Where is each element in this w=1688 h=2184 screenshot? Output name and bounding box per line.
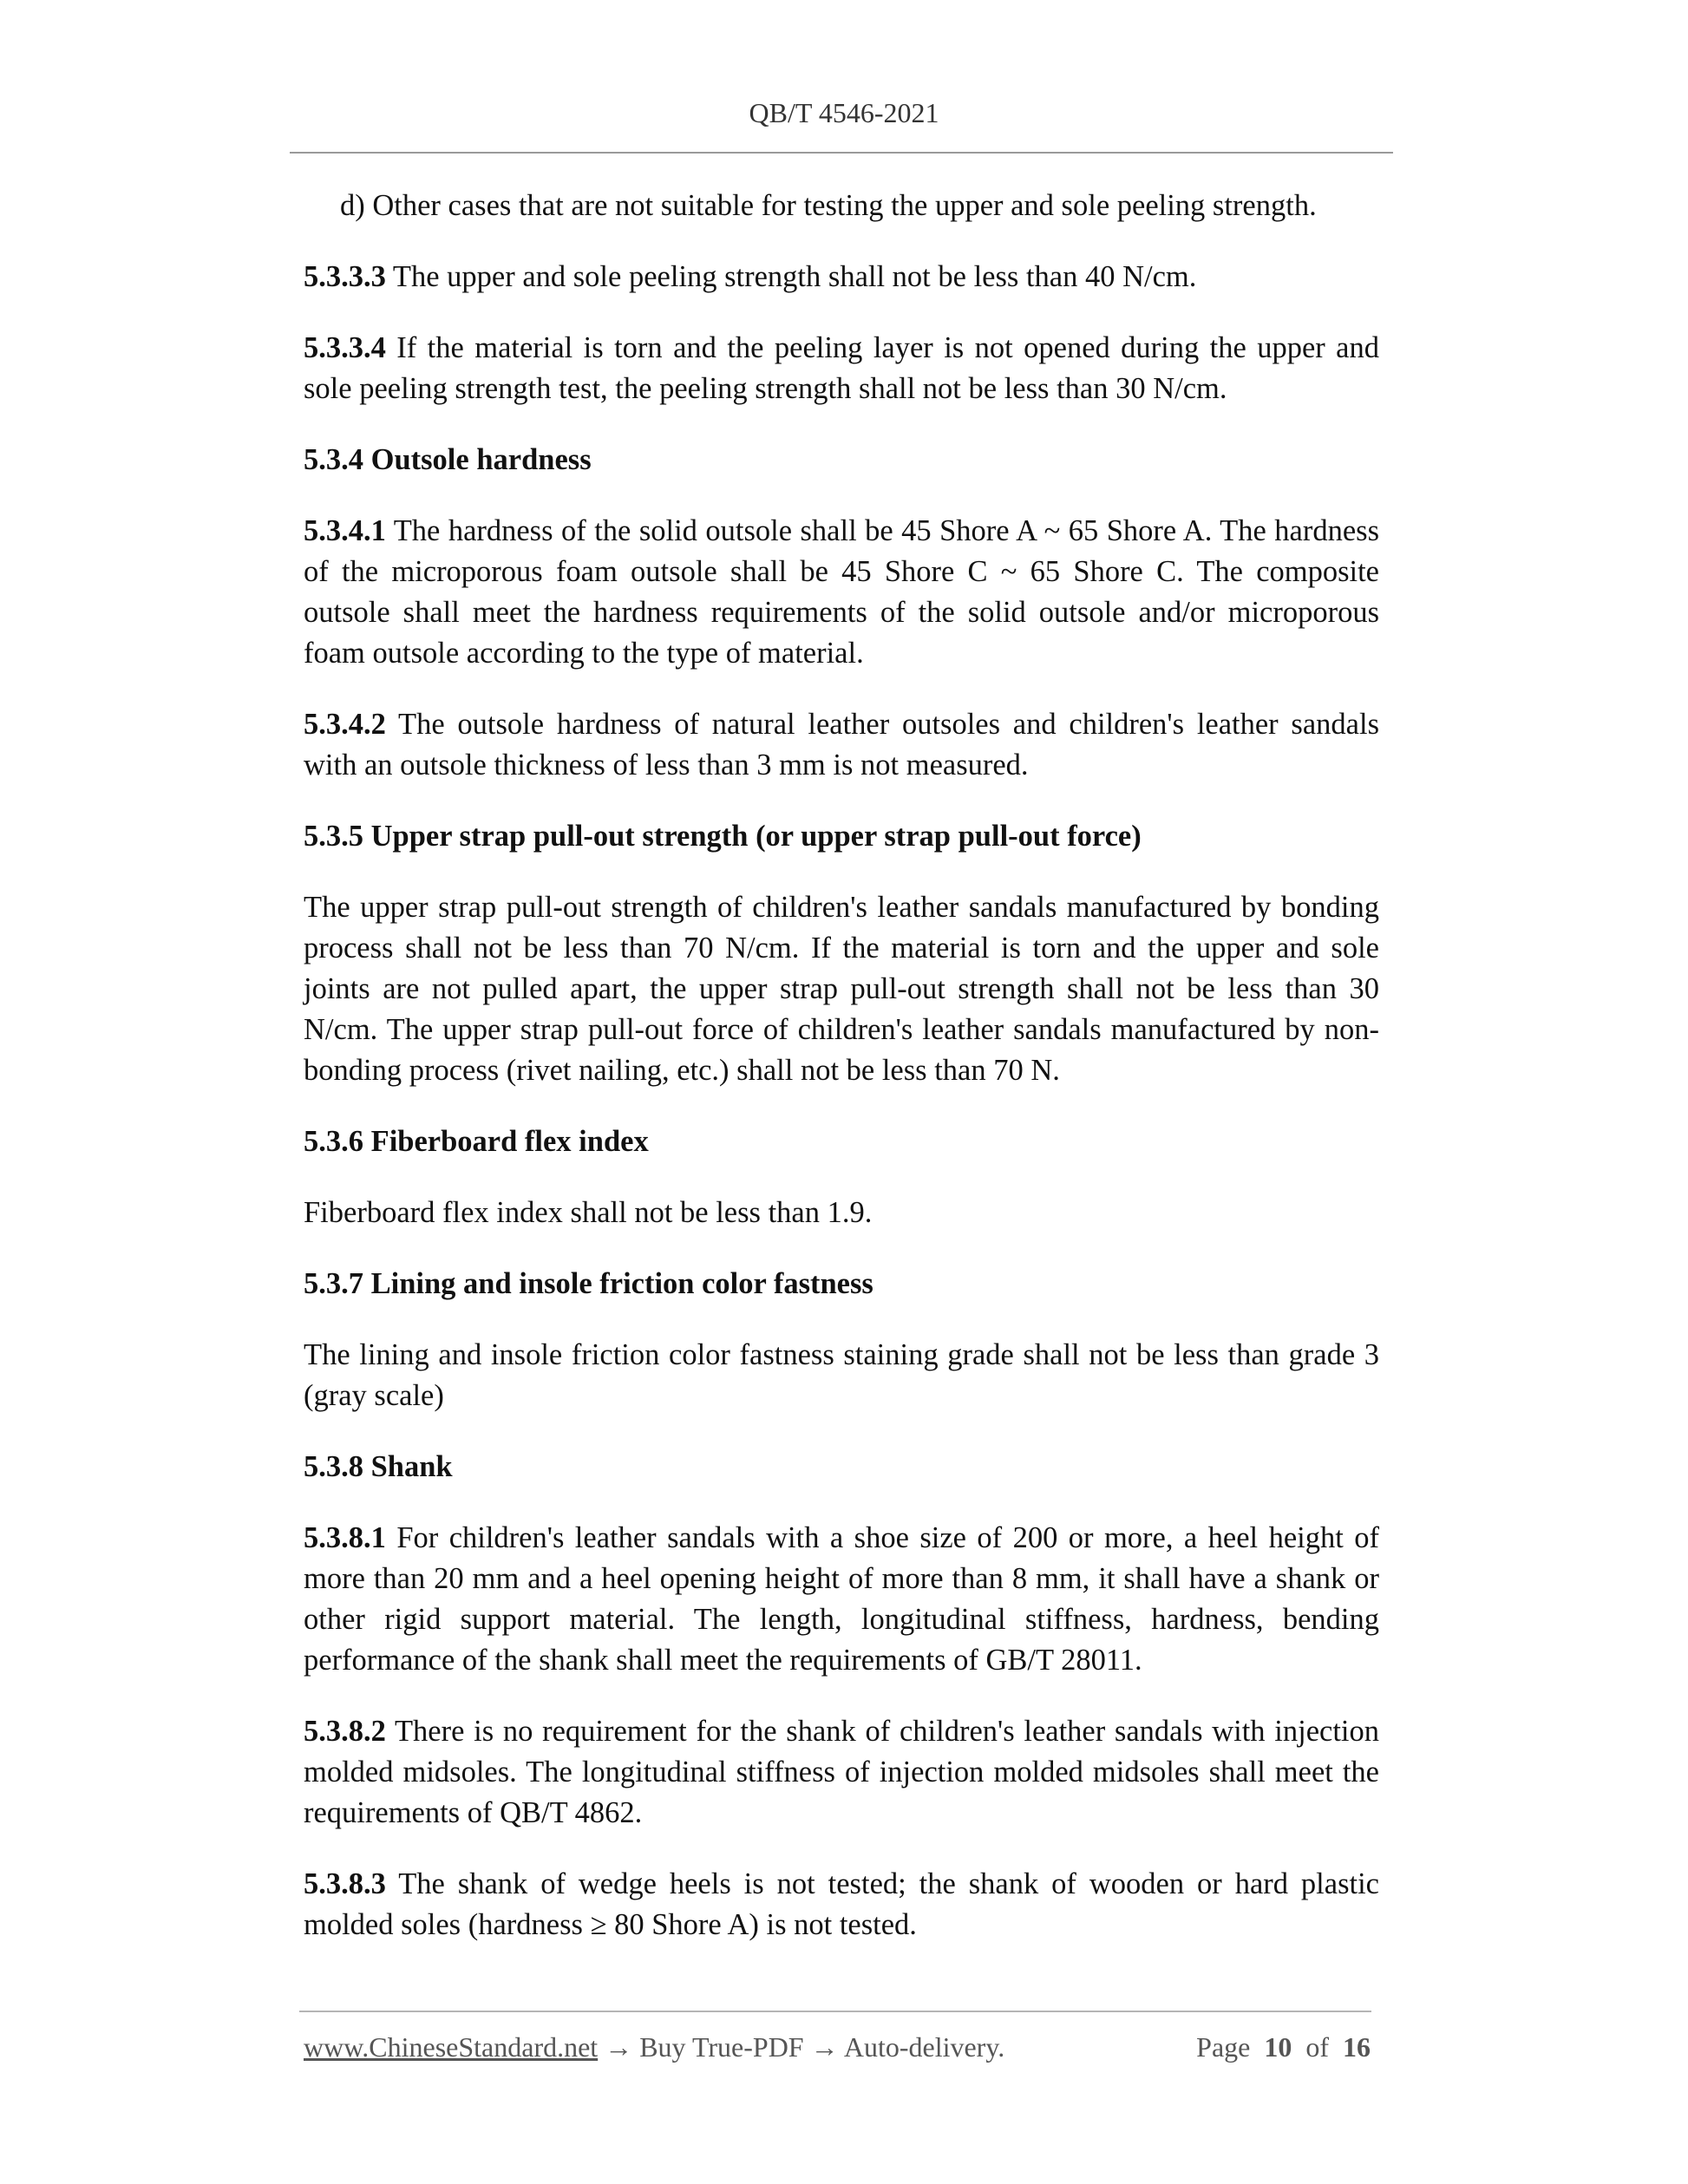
- page-label: Page: [1196, 2031, 1251, 2063]
- heading-text: 5.3.8 Shank: [304, 1450, 453, 1483]
- arrow-icon: →: [598, 2031, 640, 2063]
- clause-text: The outsole hardness of natural leather outsoles and children's leather sandals with an outsole thickness of less than 3 mm is not measured.: [304, 708, 1379, 781]
- paragraph-text: The lining and insole friction color fastness staining grade shall not be less than grade 3 (gray scale): [304, 1338, 1379, 1412]
- paragraph-text: The upper strap pull-out strength of children's leather sandals manufactured by bonding process shall not be less than 70 N/cm. If the material is torn and the upper and sole joints are not pulled apart, the upper strap pull-out strength shall not be less than 30 N/cm. The upper strap pull-out force of children's leather sandals manufactured by non-bonding process (rivet nailing, etc.) shall not be less than 70 N.: [304, 891, 1379, 1087]
- clause-5-3-4-2: [304, 704, 1379, 786]
- footer-promo: [304, 2031, 1004, 2063]
- paragraph-text: d) Other cases that are not suitable for testing the upper and sole peeling strength.: [340, 189, 1317, 222]
- buy-pdf-link[interactable]: Buy True-PDF: [639, 2031, 804, 2063]
- paragraph-5-3-6-body: [304, 1193, 1379, 1233]
- section-heading-5-3-4: [304, 440, 1379, 481]
- clause-number: 5.3.8.3: [304, 1867, 386, 1900]
- paragraph-text: Fiberboard flex index shall not be less than 1.9.: [304, 1196, 873, 1229]
- clause-5-3-8-1: [304, 1518, 1379, 1681]
- website-link[interactable]: www.ChineseStandard.net: [304, 2031, 599, 2063]
- header-divider: [290, 152, 1393, 154]
- clause-5-3-8-2: [304, 1711, 1379, 1834]
- auto-delivery-text: Auto-delivery.: [843, 2031, 1005, 2063]
- heading-text: 5.3.6 Fiberboard flex index: [304, 1125, 649, 1158]
- paragraph-5-3-7-body: [304, 1335, 1379, 1416]
- heading-text: 5.3.4 Outsole hardness: [304, 443, 592, 476]
- page-number: 10: [1264, 2031, 1292, 2063]
- page-total: 16: [1343, 2031, 1371, 2063]
- heading-text: 5.3.5 Upper strap pull-out strength (or upper strap pull-out force): [304, 820, 1142, 853]
- section-heading-5-3-7: [304, 1264, 1379, 1305]
- document-body: [304, 186, 1379, 1976]
- arrow-icon: →: [803, 2031, 844, 2063]
- clause-text: There is no requirement for the shank of children's leather sandals with injection molded midsoles. The longitudinal stiffness of injection molded midsoles shall meet the requirements of QB/T 4862.: [304, 1715, 1379, 1829]
- clause-text: The shank of wedge heels is not tested; the shank of wooden or hard plastic molded soles (hardness ≥ 80 Shore A) is not tested.: [304, 1867, 1379, 1941]
- clause-5-3-3-3: [304, 257, 1379, 298]
- page-header-title: QB/T 4546-2021: [749, 97, 939, 128]
- clause-5-3-3-4: [304, 328, 1379, 409]
- clause-number: 5.3.8.2: [304, 1715, 386, 1748]
- clause-text: The upper and sole peeling strength shall not be less than 40 N/cm.: [385, 260, 1197, 293]
- clause-5-3-4-1: [304, 511, 1379, 674]
- clause-number: 5.3.4.1: [304, 514, 386, 547]
- clause-number: 5.3.8.1: [304, 1521, 386, 1554]
- of-label: of: [1305, 2031, 1329, 2063]
- clause-text: The hardness of the solid outsole shall be 45 Shore A ~ 65 Shore A. The hardness of the microporous foam outsole shall be 45 Shore C ~ 65 Shore C. The composite outsole shall meet the hardness requirements of the solid outsole and/or microporous foam outsole according to the type of material.: [304, 514, 1379, 670]
- clause-number: 5.3.3.4: [304, 331, 386, 364]
- section-heading-5-3-8: [304, 1447, 1379, 1488]
- paragraph-d: [304, 186, 1379, 226]
- section-heading-5-3-5: [304, 816, 1379, 857]
- clause-text: For children's leather sandals with a shoe size of 200 or more, a heel height of more than 20 mm and a heel opening height of more than 8 mm, it shall have a shank or other rigid support material. The length, longitudinal stiffness, hardness, bending performance of the shank shall meet the requirements of GB/T 28011.: [304, 1521, 1379, 1677]
- heading-text: 5.3.7 Lining and insole friction color fastness: [304, 1267, 873, 1300]
- paragraph-5-3-5-body: [304, 887, 1379, 1091]
- clause-5-3-8-3: [304, 1864, 1379, 1945]
- clause-number: 5.3.4.2: [304, 708, 386, 741]
- clause-text: If the material is torn and the peeling layer is not opened during the upper and sole peeling strength test, the peeling strength shall not be less than 30 N/cm.: [304, 331, 1379, 405]
- clause-number: 5.3.3.3: [304, 260, 386, 293]
- page-indicator: [1196, 2031, 1371, 2063]
- footer-divider: [299, 2011, 1371, 2012]
- section-heading-5-3-6: [304, 1121, 1379, 1162]
